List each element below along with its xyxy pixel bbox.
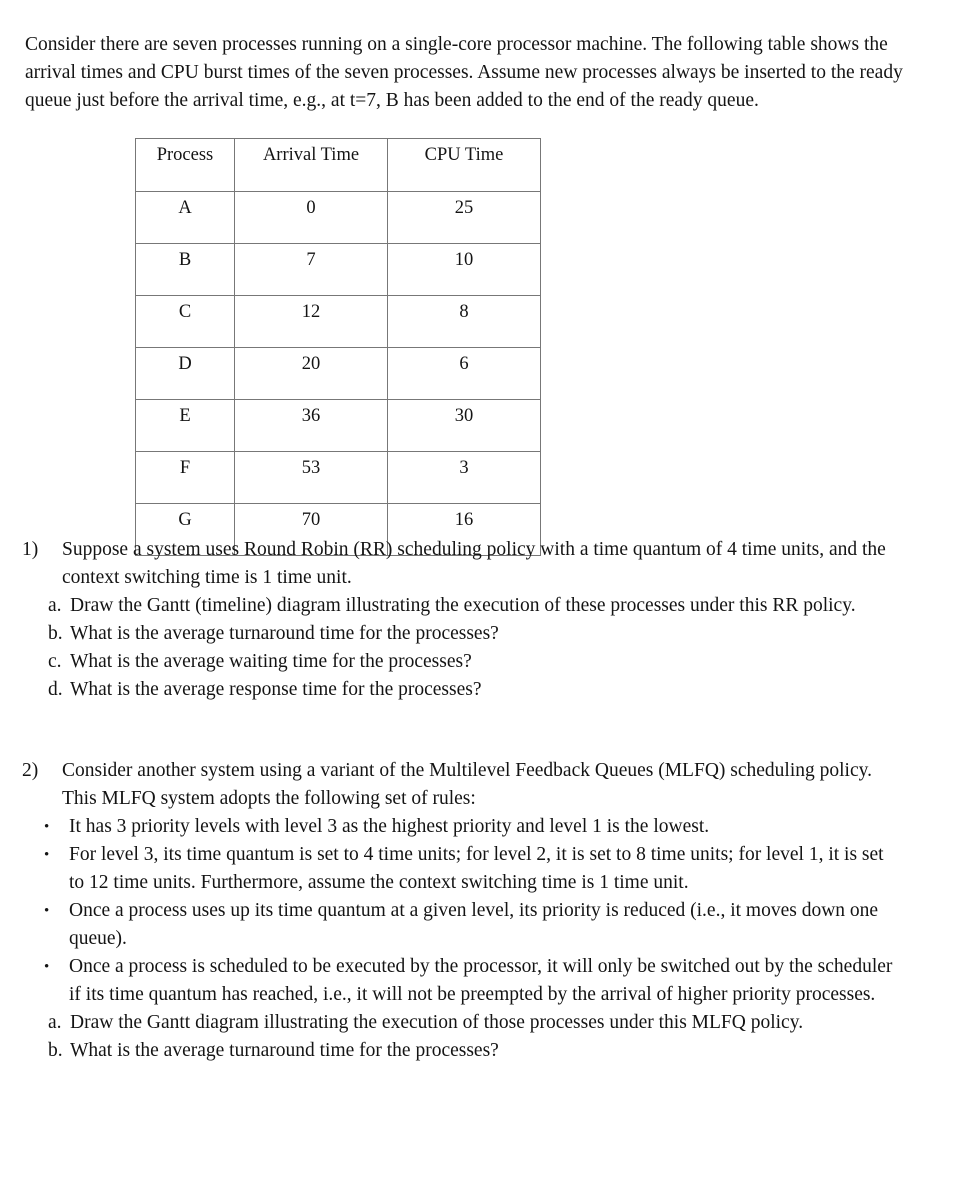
question-1-subitem-b (0, 620, 905, 648)
cell-cpu-time: 8 (388, 296, 541, 348)
table-row (136, 400, 541, 452)
table-header-arrival-time: Arrival Time (235, 139, 388, 192)
question-2-bullet-2-text: For level 3, its time quantum is set to 4 time units; for level 2, it is set to 8 time units; for level 1, it is set to 12 time units. Furthermore, assume the context switching time is 1 time unit. (69, 844, 884, 893)
cell-process: A (136, 192, 235, 244)
cell-cpu-time: 30 (388, 400, 541, 452)
question-1-subitem-d-marker: d. (48, 679, 63, 700)
cell-arrival-time: 20 (235, 348, 388, 400)
question-1-subitem-d-text: What is the average response time for the processes? (70, 679, 482, 700)
cell-cpu-time: 3 (388, 452, 541, 504)
cell-process: E (136, 400, 235, 452)
question-2-text: Consider another system using a variant of the Multilevel Feedback Queues (MLFQ) scheduling policy. This MLFQ system adopts the following set of rules: (62, 760, 872, 809)
table-header-cpu-time: CPU Time (388, 139, 541, 192)
question-2-subitem-a (0, 1009, 905, 1037)
question-2-marker: 2) (22, 760, 39, 781)
cell-arrival-time: 53 (235, 452, 388, 504)
table-row (136, 296, 541, 348)
question-1-block (0, 536, 905, 704)
question-2-bullet-1-text: It has 3 priority levels with level 3 as the highest priority and level 1 is the lowest. (69, 816, 710, 837)
question-2-subitem-a-marker: a. (48, 1012, 62, 1033)
question-1 (0, 536, 905, 592)
table-header-process: Process (136, 139, 235, 192)
cell-process: F (136, 452, 235, 504)
question-2-bullet-4 (0, 953, 905, 1009)
bullet-icon: • (44, 903, 50, 919)
bullet-icon: • (44, 959, 50, 975)
cell-process: D (136, 348, 235, 400)
cell-process: B (136, 244, 235, 296)
cell-cpu-time: 6 (388, 348, 541, 400)
cell-process: C (136, 296, 235, 348)
cell-process: G (136, 504, 235, 556)
question-2-bullet-3-text: Once a process uses up its time quantum at a given level, its priority is reduced (i.e., it moves down one queue). (69, 900, 879, 949)
question-2-subitem-b (0, 1037, 905, 1065)
cell-arrival-time: 7 (235, 244, 388, 296)
question-2-block (0, 757, 905, 1065)
table-row (136, 452, 541, 504)
question-1-subitem-b-text: What is the average turnaround time for the processes? (70, 623, 499, 644)
intro-paragraph: Consider there are seven processes running on a single-core processor machine. The following table shows the arrival times and CPU burst times of the seven processes. Assume new processes always be inserted to the ready queue just before the arrival time, e.g., at t=7, B has been added to the end of the ready queue. (25, 33, 903, 111)
question-2-subitem-b-text: What is the average turnaround time for the processes? (70, 1040, 499, 1061)
question-2-bullet-3 (0, 897, 905, 953)
table-row (136, 192, 541, 244)
cell-cpu-time: 16 (388, 504, 541, 556)
question-2-bullet-2 (0, 841, 905, 897)
question-1-text: Suppose a system uses Round Robin (RR) scheduling policy with a time quantum of 4 time units, and the context switching time is 1 time unit. (62, 539, 886, 588)
question-1-subitem-a-marker: a. (48, 595, 62, 616)
cell-arrival-time: 0 (235, 192, 388, 244)
question-1-subitem-d (0, 676, 905, 704)
question-1-subitem-c-text: What is the average waiting time for the processes? (70, 651, 472, 672)
question-1-subitem-b-marker: b. (48, 623, 63, 644)
bullet-icon: • (44, 847, 50, 863)
table-row (136, 348, 541, 400)
question-2 (0, 757, 905, 813)
question-2-subitem-a-text: Draw the Gantt diagram illustrating the execution of those processes under this MLFQ policy. (70, 1012, 804, 1033)
cell-arrival-time: 36 (235, 400, 388, 452)
cell-arrival-time: 70 (235, 504, 388, 556)
question-1-subitem-a (0, 592, 905, 620)
cell-cpu-time: 10 (388, 244, 541, 296)
process-table (135, 138, 541, 556)
table-header-row (136, 139, 541, 192)
cell-arrival-time: 12 (235, 296, 388, 348)
cell-cpu-time: 25 (388, 192, 541, 244)
table-row (136, 244, 541, 296)
question-2-bullet-1 (0, 813, 905, 841)
question-2-bullet-4-text: Once a process is scheduled to be executed by the processor, it will only be switched out by the scheduler if its time quantum has reached, i.e., it will not be preempted by the arrival of higher priority processes. (69, 956, 893, 1005)
question-1-subitem-a-text: Draw the Gantt (timeline) diagram illustrating the execution of these processes under this RR policy. (70, 595, 856, 616)
question-1-marker: 1) (22, 539, 39, 560)
bullet-icon: • (44, 819, 50, 835)
question-1-subitem-c-marker: c. (48, 651, 62, 672)
process-table-container (135, 138, 541, 556)
question-1-subitem-c (0, 648, 905, 676)
question-2-subitem-b-marker: b. (48, 1040, 63, 1061)
